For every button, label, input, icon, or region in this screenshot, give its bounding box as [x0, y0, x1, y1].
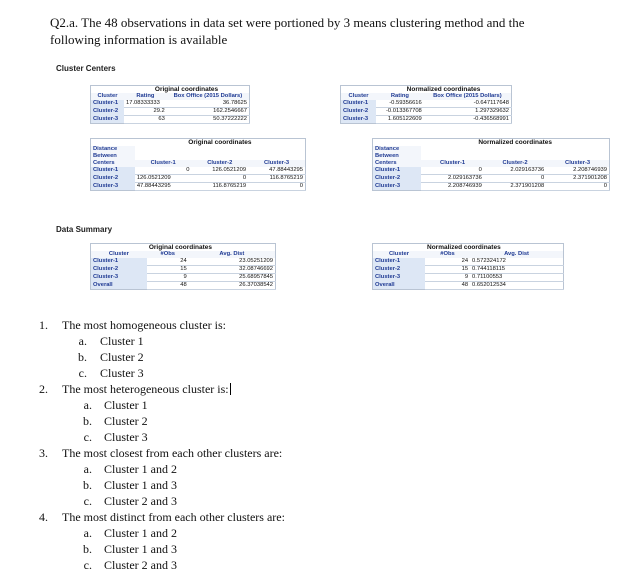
table-row [341, 116, 512, 124]
table-title: Normalized coordinates [427, 244, 501, 251]
table-title: Normalized coordinates [406, 86, 481, 93]
row-label: Cluster-3 [91, 116, 125, 124]
cell: 36.78625 [167, 100, 250, 108]
cell: 0.744118115 [470, 266, 563, 274]
col-header: Cluster-1 [421, 160, 483, 167]
table-row [91, 100, 250, 108]
col-header: Cluster [341, 93, 377, 100]
corner-label: Between [91, 153, 135, 160]
cell: 2.371901208 [484, 183, 546, 191]
row-label: Cluster-3 [91, 274, 147, 282]
cell: 116.8765219 [191, 183, 248, 191]
cell: 126.0521209 [191, 167, 248, 175]
table-row [373, 175, 610, 183]
col-header: Avg. Dist [189, 251, 276, 258]
cell: 2.208746939 [546, 167, 609, 175]
option-text[interactable]: Cluster 2 and 3 [104, 558, 177, 572]
row-label: Cluster-3 [341, 116, 377, 124]
question-number: 4. [39, 510, 48, 524]
row-label: Cluster-2 [91, 108, 125, 116]
centers-normalized-table [340, 85, 512, 124]
cell: 2.208746939 [421, 183, 483, 191]
row-label: Cluster-1 [91, 100, 125, 108]
cell: 0 [546, 183, 609, 191]
cell: 9 [147, 274, 189, 282]
col-header: Rating [376, 93, 424, 100]
col-header: Cluster-3 [248, 160, 305, 167]
question-line-1: Q2.a. The 48 observations in data set were portioned by 3 means clustering method and the [50, 15, 525, 30]
cell: 126.0521209 [135, 175, 192, 183]
cell: 0.652012534 [470, 282, 563, 290]
option-text[interactable]: Cluster 1 and 2 [104, 462, 177, 476]
cell: 23.05251209 [189, 258, 276, 266]
option-letter: b. [83, 542, 92, 556]
table-title: Normalized coordinates [478, 139, 553, 146]
cell: 26.37038542 [189, 282, 276, 290]
cell: 0 [421, 167, 483, 175]
cell: 0 [191, 175, 248, 183]
question-number: 1. [39, 318, 48, 332]
option-letter: b. [83, 414, 92, 428]
table-row [91, 108, 250, 116]
cell: 2.029163736 [421, 175, 483, 183]
col-header: Cluster-3 [546, 160, 609, 167]
col-header: Cluster-1 [135, 160, 192, 167]
row-label: Cluster-1 [91, 258, 147, 266]
col-header: Cluster-2 [484, 160, 546, 167]
option-letter: a. [83, 462, 92, 476]
table-row [373, 258, 564, 266]
col-header: Cluster [91, 93, 125, 100]
corner-label: Between [373, 153, 422, 160]
section-cluster-centers: Cluster Centers [56, 64, 116, 73]
row-label: Cluster-2 [91, 266, 147, 274]
cell: 0 [248, 183, 305, 191]
col-header: Box Office (2015 Dollars) [167, 93, 250, 100]
option-letter: c. [78, 366, 87, 380]
question-text: The most closest from each other clusters are: [62, 446, 283, 460]
distance-original-table [90, 138, 306, 191]
table-row [373, 282, 564, 290]
question-text [62, 381, 231, 397]
corner-label: Distance [91, 146, 135, 153]
table-title: Original coordinates [188, 139, 252, 146]
table-row [91, 116, 250, 124]
cell: 2.371901208 [546, 175, 609, 183]
cell: 2.029163736 [484, 167, 546, 175]
row-label: Cluster-3 [91, 183, 135, 191]
option-text[interactable]: Cluster 1 and 2 [104, 526, 177, 540]
table-row [91, 183, 306, 191]
centers-original-table [90, 85, 250, 124]
option-letter: b. [78, 350, 87, 364]
corner-label: Centers [373, 160, 422, 167]
summary-original-table [90, 243, 276, 290]
question-title [50, 14, 570, 48]
table-row [373, 266, 564, 274]
corner-label: Distance [373, 146, 422, 153]
col-header: Cluster-2 [191, 160, 248, 167]
option-text[interactable]: Cluster 1 [104, 398, 148, 412]
row-label: Cluster-1 [341, 100, 377, 108]
row-label: Cluster-2 [91, 175, 135, 183]
col-header: #Obs [147, 251, 189, 258]
row-label: Cluster-1 [373, 258, 426, 266]
distance-normalized-table [372, 138, 610, 191]
row-label: Cluster-3 [373, 183, 422, 191]
corner-label: Centers [91, 160, 135, 167]
cell: 29.2 [124, 108, 167, 116]
row-label: Overall [91, 282, 147, 290]
question-text: The most homogeneous cluster is: [62, 318, 226, 332]
question-text: The most distinct from each other clusters are: [62, 510, 285, 524]
option-letter: b. [83, 478, 92, 492]
option-text[interactable]: Cluster 2 and 3 [104, 494, 177, 508]
option-text[interactable]: Cluster 3 [104, 430, 148, 444]
text-cursor [230, 383, 231, 395]
cell: 48 [147, 282, 189, 290]
option-letter: a. [83, 526, 92, 540]
col-header: Rating [124, 93, 167, 100]
cell: 32.08746692 [189, 266, 276, 274]
table-row [341, 100, 512, 108]
option-text[interactable]: Cluster 2 [100, 350, 144, 364]
cell: 0 [484, 175, 546, 183]
summary-normalized-table [372, 243, 564, 290]
cell: 1.605122609 [376, 116, 424, 124]
option-letter: a. [83, 398, 92, 412]
row-label: Cluster-1 [373, 167, 422, 175]
cell: 17.08333333 [124, 100, 167, 108]
option-text[interactable]: Cluster 2 [104, 414, 148, 428]
col-header: Box Office (2015 Dollars) [424, 93, 512, 100]
table-row [373, 183, 610, 191]
cell: 15 [425, 266, 470, 274]
row-label: Overall [373, 282, 426, 290]
option-text[interactable]: Cluster 1 and 3 [104, 478, 177, 492]
table-row [91, 282, 276, 290]
question-line-2: following information is available [50, 32, 228, 47]
option-letter: a. [78, 334, 87, 348]
question-text-content: The most heterogeneous cluster is: [62, 382, 229, 396]
table-row [373, 167, 610, 175]
cell: 24 [425, 258, 470, 266]
option-letter: c. [83, 494, 92, 508]
cell: -0.013367708 [376, 108, 424, 116]
option-text[interactable]: Cluster 1 [100, 334, 144, 348]
row-label: Cluster-2 [373, 175, 422, 183]
table-row [91, 167, 306, 175]
col-header: Avg. Dist [470, 251, 563, 258]
cell: 9 [425, 274, 470, 282]
row-label: Cluster-2 [341, 108, 377, 116]
cell: 15 [147, 266, 189, 274]
col-header: #Obs [425, 251, 470, 258]
cell: -0.647117648 [424, 100, 512, 108]
cell: 0.572324172 [470, 258, 563, 266]
cell: 24 [147, 258, 189, 266]
cell: 0 [135, 167, 192, 175]
table-row [341, 108, 512, 116]
cell: 162.2546667 [167, 108, 250, 116]
col-header: Cluster [373, 251, 426, 258]
table-title: Original coordinates [148, 244, 213, 251]
row-label: Cluster-2 [373, 266, 426, 274]
cell: 47.88443295 [135, 183, 192, 191]
row-label: Cluster-3 [373, 274, 426, 282]
table-row [91, 266, 276, 274]
section-data-summary: Data Summary [56, 225, 113, 234]
row-label: Cluster-1 [91, 167, 135, 175]
option-letter: c. [83, 430, 92, 444]
question-number: 2. [39, 382, 48, 396]
option-letter: c. [83, 558, 92, 572]
cell: 47.88443295 [248, 167, 305, 175]
cell: 63 [124, 116, 167, 124]
cell: 25.68957845 [189, 274, 276, 282]
col-header: Cluster [91, 251, 147, 258]
question-number: 3. [39, 446, 48, 460]
table-row [91, 258, 276, 266]
table-row [373, 274, 564, 282]
cell: 50.37222222 [167, 116, 250, 124]
option-text[interactable]: Cluster 1 and 3 [104, 542, 177, 556]
cell: 1.297329632 [424, 108, 512, 116]
cell: 116.8765219 [248, 175, 305, 183]
option-text[interactable]: Cluster 3 [100, 366, 144, 380]
table-title: Original coordinates [154, 86, 219, 93]
cell: -0.59356616 [376, 100, 424, 108]
table-row [91, 175, 306, 183]
table-row [91, 274, 276, 282]
cell: 0.71100553 [470, 274, 563, 282]
cell: 48 [425, 282, 470, 290]
cell: -0.436568991 [424, 116, 512, 124]
